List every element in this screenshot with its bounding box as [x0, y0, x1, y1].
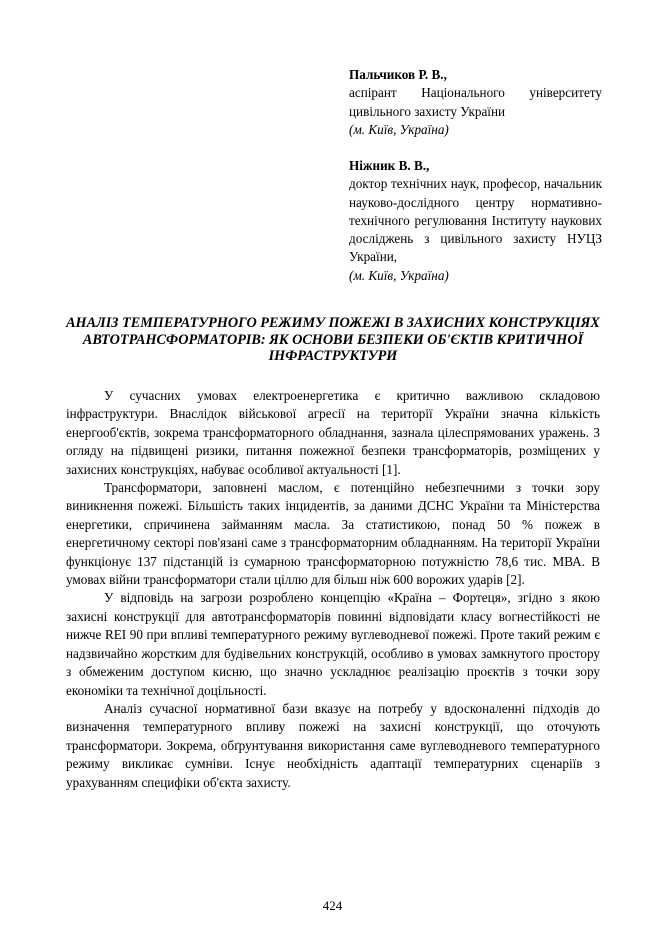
author-affiliation: доктор технічних наук, професор, начальник науково-дослідного центру нормативно-технічного регулювання Інституту наукових досліджень з цивільного захисту НУЦЗ України,	[349, 176, 602, 265]
author-name: Пальчиков Р. В.,	[349, 67, 447, 82]
author-block-1	[349, 66, 602, 139]
paragraph: Трансформатори, заповнені маслом, є потенційно небезпечними з точки зору виникнення пожежі. Більшість таких інцидентів, за даними ДСНС України та Міністерства енергетики, спричинена займанням масла. За статистикою, понад 50 % пожеж в енергетичному секторі пов'язані саме з трансформаторним обладнанням. На території України функціонує 137 підстанцій із сумарною трансформаторною потужністю 78,6 тис. МВА. В умовах війни трансформатори стали ціллю для більш ніж 600 ворожих ударів [2].	[66, 480, 600, 588]
author-block-2	[349, 157, 602, 285]
paper-title: АНАЛІЗ ТЕМПЕРАТУРНОГО РЕЖИМУ ПОЖЕЖІ В ЗАХИСНИХ КОНСТРУКЦІЯХ АВТОТРАНСФОРМАТОРІВ: ЯК ОСНОВИ БЕЗПЕКИ ОБ'ЄКТІВ КРИТИЧНОЇ ІНФРАСТРУКТУРИ	[66, 315, 600, 365]
paragraph: Аналіз сучасної нормативної бази вказує на потребу у вдосконаленні підходів до визначення температурного впливу пожежі на захисні конструкції, що оточують трансформатори. Зокрема, обґрунтування використання саме вуглеводневого температурного режиму викликає сумніви. Існує необхідність адаптації температурних сценаріїв з урахуванням специфіки об'єкта захисту.	[66, 700, 600, 790]
paragraph: У сучасних умовах електроенергетика є критично важливою складовою інфраструктури. Внаслідок військової агресії на території України значна кількість енергооб'єктів, зокрема трансформаторного обладнання, зазнала цілеспрямованих уражень. З огляду на підвищені ризики, питання пожежної безпеки трансформаторів, розміщених у захисних конструкціях, набуває особливої актуальності [1].	[66, 388, 600, 477]
author-affiliation: аспірант Національного університету цивільного захисту України	[349, 85, 602, 119]
author-name: Ніжник В. В.,	[349, 158, 430, 173]
author-location: (м. Київ, Україна)	[349, 121, 449, 137]
body-text	[66, 387, 600, 792]
paragraph: У відповідь на загрози розроблено концепцію «Країна – Фортеця», згідно з якою захисні конструкції для автотрансформаторів повинні відповідати класу вогнестійкості не нижче REI 90 при впливі температурного режиму вуглеводневої пожежі. Проте такий режим є надзвичайно жорстким для будівельних конструкцій, особливо в умовах замкнутого простору з обмеженим доступом кисню, що значно ускладнює реалізацію проєктів з точки зору економіки та технічної доцільності.	[66, 590, 600, 698]
author-location: (м. Київ, Україна)	[349, 267, 449, 283]
page-number: 424	[322, 898, 343, 913]
